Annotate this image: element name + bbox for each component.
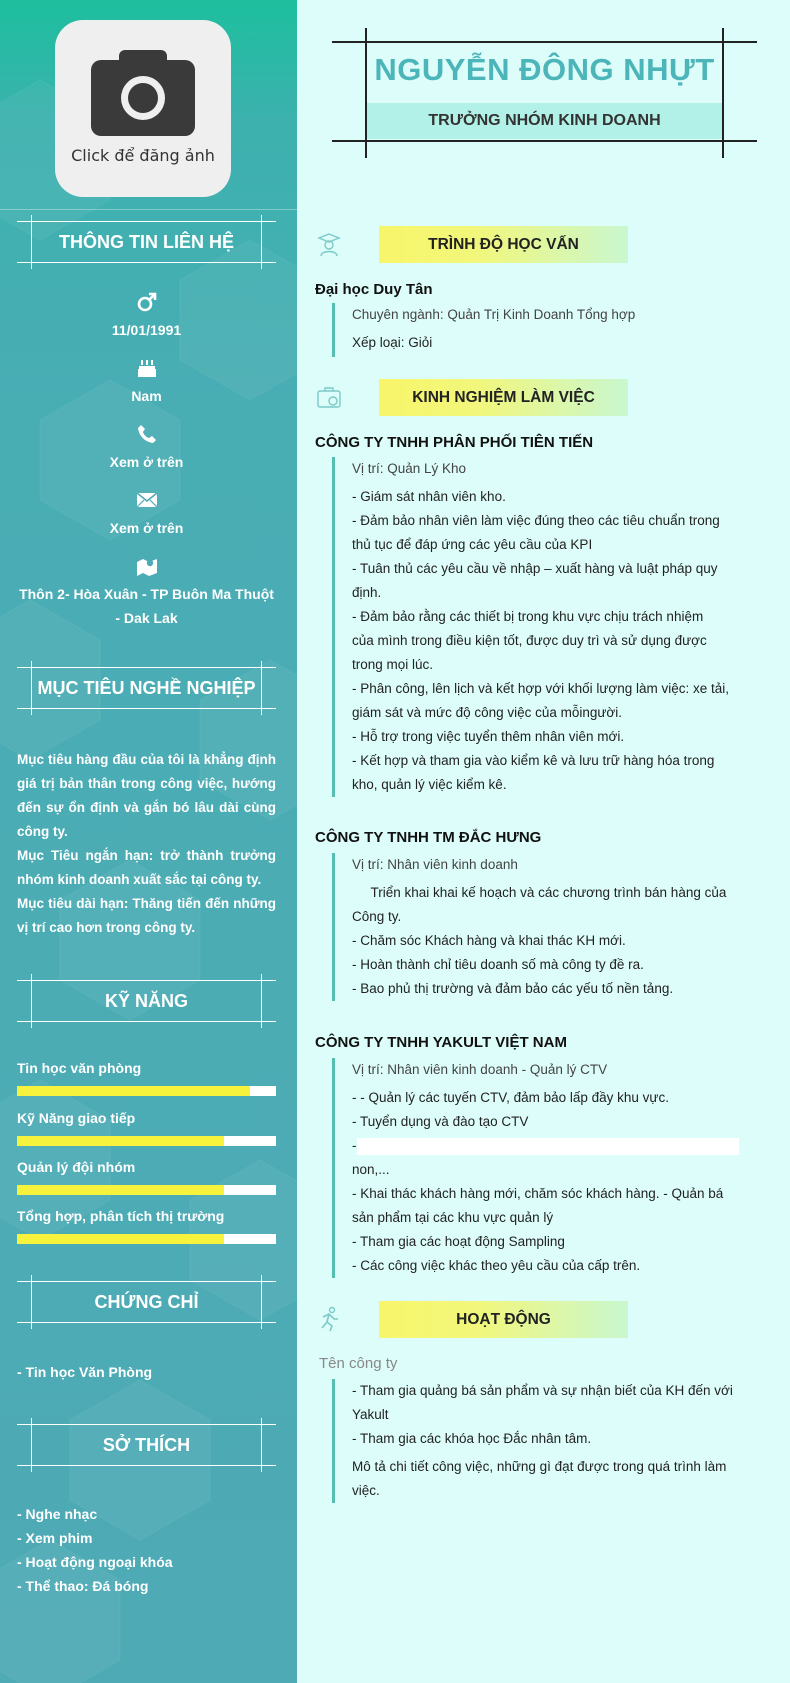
certificates-heading	[17, 1275, 276, 1329]
skill-bar	[17, 1086, 276, 1096]
contact-heading-text: THÔNG TIN LIÊN HỆ	[59, 231, 234, 252]
experience-heading	[315, 377, 615, 417]
experience-heading-text: KINH NGHIỆM LÀM VIỆC	[379, 379, 628, 416]
job-position: Vị trí: Nhân viên kinh doanh - Quản lý CTV	[352, 1062, 608, 1077]
activity-company: Tên công ty	[319, 1355, 398, 1372]
contact-gender: Nam	[17, 356, 276, 408]
skill-communication: Kỹ Năng giao tiếp	[17, 1110, 276, 1146]
graduate-icon	[315, 230, 343, 258]
job-details	[332, 853, 757, 1001]
job-description: Triển khai khai kế hoạch và các chương trình bán hàng của Công ty. - Chăm sóc Khách hàng và khai thác KH mới. - Hoàn thành chỉ tiêu doanh số mà công ty đề ra. - Bao phủ thị trường và đảm bảo các yếu tố nền tảng.	[352, 885, 727, 996]
job-description: - - Quản lý các tuyến CTV, đảm bảo lấp đầy khu vực. - Tuyển dụng và đào tạo CTV - non,... - Khai thác khách hàng mới, chăm sóc khách hàng. - Quản bá sản phẩm tại các khu vực quản lý - Tham gia các hoạt động Sampling - Các công việc khác theo yêu cầu của cấp trên.	[352, 1086, 757, 1278]
school-name: Đại học Duy Tân	[315, 281, 433, 298]
contact-phone: Xem ở trên	[17, 422, 276, 474]
map-icon	[135, 554, 159, 578]
company-name: CÔNG TY TNHH YAKULT VIỆT NAM	[315, 1034, 567, 1051]
skill-bar	[17, 1185, 276, 1195]
job-details	[332, 457, 757, 797]
education-heading-text: TRÌNH ĐỘ HỌC VẤN	[379, 226, 628, 263]
job-title: TRƯỞNG NHÓM KINH DOANH	[367, 103, 722, 139]
cake-icon	[135, 356, 159, 380]
gender-icon	[135, 290, 159, 314]
skill-bar	[17, 1136, 276, 1146]
objective-heading	[17, 661, 276, 715]
education-grade: Xếp loại: Giỏi	[352, 335, 433, 350]
mail-icon	[135, 488, 159, 512]
main-content	[297, 0, 790, 1683]
company-name: CÔNG TY TNHH TM ĐẮC HƯNG	[315, 829, 542, 846]
company-name: CÔNG TY TNHH PHÂN PHỐI TIÊN TIẾN	[315, 434, 594, 451]
contact-address: Thôn 2- Hòa Xuân - TP Buôn Ma Thuột - Dak Lak	[17, 554, 276, 630]
objective-text: Mục tiêu hàng đầu của tôi là khẳng định giá trị bản thân trong công việc, hướng đến sự ổn định và gắn bó lâu dài cùng công ty. Mục Tiêu ngắn hạn: trở thành trưởng nhóm kinh doanh xuất sắc tại công ty. Mục tiêu dài hạn: Thăng tiến đến những vị trí cao hơn trong công ty.	[17, 752, 276, 935]
job-position: Vị trí: Nhân viên kinh doanh	[352, 857, 518, 872]
education-heading	[315, 224, 615, 264]
hobbies-list	[17, 1502, 276, 1598]
education-major: Chuyên ngành: Quản Trị Kinh Doanh Tổng hợp	[352, 307, 636, 322]
list-item: - Xem phim	[17, 1530, 93, 1546]
education-details	[332, 303, 757, 357]
list-item: - Nghe nhạc	[17, 1506, 98, 1522]
skill-market-analysis: Tổng hợp, phân tích thị trường	[17, 1208, 276, 1244]
skill-team-management: Quản lý đội nhóm	[17, 1159, 276, 1195]
photo-caption: Click để đăng ảnh	[71, 146, 215, 165]
job-details	[332, 1058, 757, 1278]
skill-bar	[17, 1234, 276, 1244]
list-item: - Tin học Văn Phòng	[17, 1364, 153, 1380]
activity-details	[332, 1379, 757, 1503]
certificates-heading-text: CHỨNG CHỈ	[94, 1291, 199, 1312]
list-item: - Hoạt động ngoại khóa	[17, 1554, 173, 1570]
camera-icon	[91, 46, 195, 136]
photo-upload[interactable]	[55, 20, 231, 197]
hobbies-heading	[17, 1418, 276, 1472]
contact-birthdate: 11/01/1991	[17, 290, 276, 342]
sidebar	[0, 0, 297, 1683]
skills-heading	[17, 974, 276, 1028]
activity-description: - Tham gia quảng bá sản phẩm và sự nhận biết của KH đến với Yakult - Tham gia các khóa học Đắc nhân tâm. Mô tả chi tiết công việc, những gì đạt được trong quá trình làm việc.	[352, 1383, 733, 1498]
job-description: - Giám sát nhân viên kho. - Đảm bảo nhân viên làm việc đúng theo các tiêu chuẩn trong thủ tục để đáp ứng các yêu cầu của KPI - Tuân thủ các yêu cầu về nhập – xuất hàng và luật pháp quy định. - Đảm bảo rằng các thiết bị trong khu vực chịu trách nhiệm của mình trong điều kiện tốt, được duy trì và sử dụng được trong mọi lúc. - Phân công, lên lịch và kết hợp với khối lượng làm việc: xe tải, giám sát và mức độ công việc của mỗingười. - Hỗ trợ trong việc tuyển thêm nhân viên mới. - Kết hợp và tham gia vào kiểm kê và lưu trữ hàng hóa trong kho, quản lý việc kiểm kê.	[352, 489, 730, 792]
sidebar-divider	[0, 209, 297, 210]
full-name: NGUYỄN ĐÔNG NHỰT	[374, 52, 715, 87]
skills-heading-text: KỸ NĂNG	[104, 990, 188, 1011]
job-position: Vị trí: Quản Lý Kho	[352, 461, 467, 476]
skill-office: Tin học văn phòng	[17, 1060, 276, 1096]
list-item: - Thể thao: Đá bóng	[17, 1578, 149, 1594]
briefcase-icon	[315, 383, 343, 411]
running-icon	[315, 1305, 343, 1333]
activities-heading	[315, 1299, 615, 1339]
name-block	[332, 28, 757, 158]
activities-heading-text: HOẠT ĐỘNG	[379, 1301, 628, 1338]
contact-heading	[17, 215, 276, 269]
hobbies-heading-text: SỞ THÍCH	[102, 1434, 191, 1455]
phone-icon	[135, 422, 159, 446]
contact-email: Xem ở trên	[17, 488, 276, 540]
redacted-line	[357, 1138, 739, 1155]
objective-heading-text: MỤC TIÊU NGHỀ NGHIỆP	[37, 677, 256, 698]
certificates-list	[17, 1360, 276, 1384]
